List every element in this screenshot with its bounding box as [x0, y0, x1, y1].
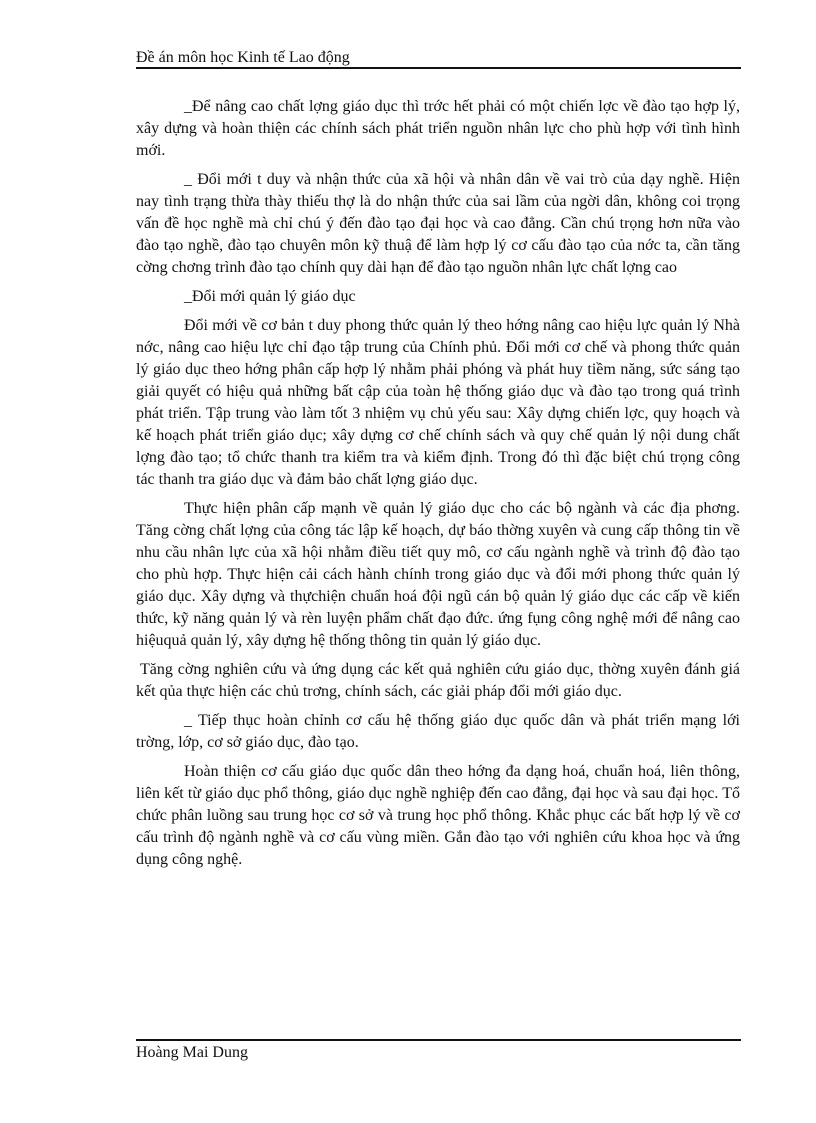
paragraph: _ Tiếp thục hoàn chỉnh cơ cấu hệ thống giáo dục quốc dân và phát triển mạng lới trờng, lớp, cơ sở giáo dục, đào tạo. [136, 712, 740, 751]
header-divider [136, 67, 741, 69]
paragraph: _ Đổi mới t duy và nhận thức của xã hội và nhân dân về vai trò của dạy nghề. Hiện nay tình trạng thừa thày thiếu thợ là do nhận thức của sai lầm của ngời dân, không coi trọng vấn đề học nghề mà chỉ chú ý đến đào tạo đại học và cao đẳng. Cần chú trọng hơn nữa vào đào tạo nghề, đào tạo chuyên môn kỹ thuậ để làm hợp lý cơ cấu đào tạo của nớc ta, cần tăng cờng chơng trình đào tạo chính quy dài hạn để đào tạo nguồn nhân lực chất lợng cao [136, 171, 740, 276]
paragraph: _Để nâng cao chất lợng giáo dục thì trớc hết phải có một chiến lợc về đào tạo hợp lý, xây dựng và hoàn thiện các chính sách phát triển nguồn nhân lực cho phù hợp với tình hình mới. [136, 98, 740, 159]
document-body [136, 96, 740, 878]
paragraph: Đổi mới về cơ bản t duy phong thức quản lý theo hớng nâng cao hiệu lực quản lý Nhà nớc, nâng cao hiệu lực chỉ đạo tập trung của Chính phủ. Đổi mới cơ chế và phong thức quản lý giáo dục theo hớng phân cấp hợp lý nhằm phải phóng và phát huy tiềm năng, sức sáng tạo giải quyết có hiệu quả những bất cập của toàn hệ thống giáo dục và đào tạo trong quá trình phát triển. Tập trung vào làm tốt 3 nhiệm vụ chủ yếu sau: Xây dựng chiến lợc, quy hoạch và kế hoạch phát triển giáo dục; xây dựng cơ chế chính sách và quy chế quản lý nội dung chất lợng đào tạo; tổ chức thanh tra kiểm tra và kiểm định. Trong đó thì đặc biệt chú trọng công tác thanh tra giáo dục và đảm bảo chất lợng giáo dục. [136, 317, 740, 488]
paragraph: Thực hiện phân cấp mạnh về quản lý giáo dục cho các bộ ngành và các địa phơng. Tăng cờng chất lợng của công tác lập kế hoạch, dự báo thờng xuyên và cung cấp thông tin về nhu cầu nhân lực của xã hội nhằm điều tiết quy mô, cơ cấu ngành nghề và trình độ đào tạo cho phù hợp. Thực hiện cải cách hành chính trong giáo dục và đổi mới phong thức quản lý giáo dục. Xây dựng và thựchiện chuẩn hoá đội ngũ cán bộ quản lý giáo dục các cấp về kiến thức, kỹ năng quản lý và rèn luyện phẩm chất đạo đức. ứng fụng công nghệ mới để nâng cao hiệuquả quản lý, xây dựng hệ thống thông tin quản lý giáo dục. [136, 500, 740, 649]
paragraph: Tăng cờng nghiên cứu và ứng dụng các kết quả nghiên cứu giáo dục, thờng xuyên đánh giá kết qủa thực hiện các chủ trơng, chính sách, các giải pháp đổi mới giáo dục. [136, 661, 740, 700]
footer-divider [136, 1039, 741, 1041]
footer-author: Hoàng Mai Dung [136, 1044, 248, 1061]
paragraph: Hoàn thiện cơ cấu giáo dục quốc dân theo hớng đa dạng hoá, chuẩn hoá, liên thông, liên kết từ giáo dục phổ thông, giáo dục nghề nghiệp đến cao đẳng, đại học và sau đại học. Tổ chức phân luồng sau trung học cơ sở và trung học phổ thông. Khắc phục các bất hợp lý về cơ cấu trình độ ngành nghề và cơ cấu vùng miền. Gắn đào tạo với nghiên cứu khoa học và ứng dụng công nghệ. [136, 763, 740, 868]
section-heading: _Đổi mới quản lý giáo dục [184, 288, 356, 305]
page-header-title: Đề án môn học Kinh tế Lao động [136, 49, 350, 66]
